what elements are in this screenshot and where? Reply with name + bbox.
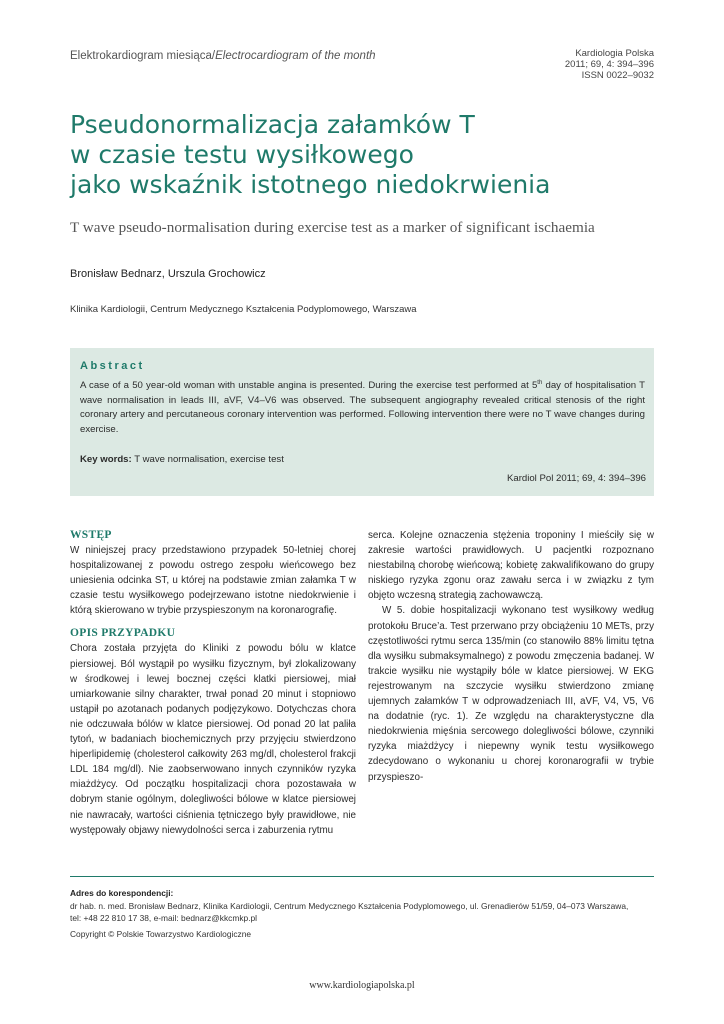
heading-case: OPIS PRZYPADKU [70,627,176,640]
journal-volume: 2011; 69, 4: 394–396 [564,59,654,70]
intro-paragraph: W niniejszej pracy przedstawiono przypadek 50-letniej chorej hospitalizowanej z powodu ostrego zespołu wieńcowego bez uniesienia odcinka ST, u której na podstawie zmian załamka T w czasie testu wysiłkowego podejrzewano istotne niedokrwienie i którą skierowano w trybie przyspieszonym na koronarografię. [70,545,356,617]
correspondence-line-1: dr hab. n. med. Bronisław Bednarz, Klinika Kardiologii, Centrum Medycznego Kształcenia Podyplomowego, ul. Grenadierów 51/59, 04–073 Warszawa, [70,900,629,911]
abstract-citation: Kardiol Pol 2011; 69, 4: 394–396 [506,473,646,484]
abstract-text-sup: th [537,379,543,386]
abstract-text-part2: day of hospitalisation T wave normalisation in leads III, aVF, V4–V6 was observed. The subsequent angiography revealed critical stenosis of the right coronary artery and percutaneous coronary intervention was performed. Following intervention there were no T wave changes during exercise. [80,380,645,435]
case-paragraph-1: Chora została przyjęta do Kliniki z powodu bólu w klatce piersiowej. Ból wystąpił po wysiłku fizycznym, był zlokalizowany w środkowej i lewej bocznej części klatki piersiowej, miał umiarkowanie silny charakter, trwał ponad 20 minut i stopniowo ustąpił po azotanach podanych podjęzykowo. Dotychczas chora nie odczuwała bólów w klatce piersiowej. Od ponad 20 lat paliła tytoń, w badaniach biochemicznych przy przyjęciu stwierdzono hiperlipidemię (cholesterol całkowity 263 mg/dl, cholesterol frakcji LDL 184 mg/dl). Nie zaobserwowano innych czynników ryzyka miażdżycy. Od początku hospitalizacji chora pozostawała w dobrym stanie ogólnym, dolegliwości bólowe w klatce piersiowej nie nawracały, wartości ciśnienia tętniczego były prawidłowe, nie występowały objawy niewydolności serca i zaburzenia rytmu [70,643,356,836]
heading-intro: WSTĘP [70,529,112,541]
column-right [368,528,654,785]
abstract-heading: Abstract [80,360,145,372]
keywords-label: Key words: [80,454,132,465]
case-paragraph-1-continued: serca. Kolejne oznaczenia stężenia troponiny I mieściły się w zakresie wartości prawidłowych. U pacjentki rozpoznano niestabilną chorobę wieńcową; kobietę zakwalifikowano do grupy niskiego ryzyka zgonu oraz zawału serca i w związku z tym objęto wczesną strategią zachowawczą. [368,530,654,602]
correspondence-heading: Adres do korespondencji: [70,888,174,898]
correspondence-line-2: tel: +48 22 810 17 38, e-mail: bednarz@kkcmkp.pl [70,913,258,923]
article-title [70,110,670,200]
authors: Bronisław Bednarz, Urszula Grochowicz [70,268,266,280]
keywords-value: T wave normalisation, exercise test [131,454,284,465]
abstract-text-part1: A case of a 50 year-old woman with unstable angina is presented. During the exercise test performed at 5 [80,380,538,391]
abstract-text [80,379,645,437]
section-label-en: Electrocardiogram of the month [215,50,376,62]
section-label [70,50,376,62]
abstract-box [70,348,654,496]
keywords [80,454,284,465]
correspondence-divider [70,876,654,877]
case-paragraph-2: W 5. dobie hospitalizacji wykonano test wysiłkowy według protokołu Bruce’a. Test przerwano przy obciążeniu 10 METs, przy częstotliwości rytmu serca 135/min (co stanowiło 88% limitu tętna dla wysiłku submaksymalnego) z powodu zmęczenia badanej. W trakcie wysiłku nie wystąpiły bóle w klatce piersiowej. W EKG rejestrowanym na szczycie wysiłku stwierdzono zmianę ujemnych załamków T w odprowadzeniach III, aVF, V4, V5, V6 na dodatnie (ryc. 1). Ze względu na charakterystyczne dla niedokrwienia mięśnia sercowego dolegliwości bólowe, czynniki ryzyka miażdżycy i niepewny wynik testu wysiłkowego zdecydowano o wykonaniu u chorej koronarografii w trybie przyspieszo- [368,605,654,783]
section-label-pl: Elektrokardiogram miesiąca/ [70,50,216,62]
footer-url[interactable]: www.kardiologiapolska.pl [309,980,415,991]
article-subtitle: T wave pseudo-normalisation during exercise test as a marker of significant ischaemia [70,219,595,236]
journal-name: Kardiologia Polska [575,48,654,59]
title-line-1: Pseudonormalizacja załamków T [70,110,475,139]
affiliation: Klinika Kardiologii, Centrum Medycznego Kształcenia Podyplomowego, Warszawa [70,304,417,315]
title-line-3: jako wskaźnik istotnego niedokrwienia [70,170,551,199]
column-left [70,528,356,838]
journal-info [565,48,654,81]
journal-issn: ISSN 0022–9032 [581,70,654,81]
copyright: Copyright © Polskie Towarzystwo Kardiologiczne [70,928,252,939]
title-line-2: w czasie testu wysiłkowego [70,140,414,169]
correspondence [70,887,660,940]
